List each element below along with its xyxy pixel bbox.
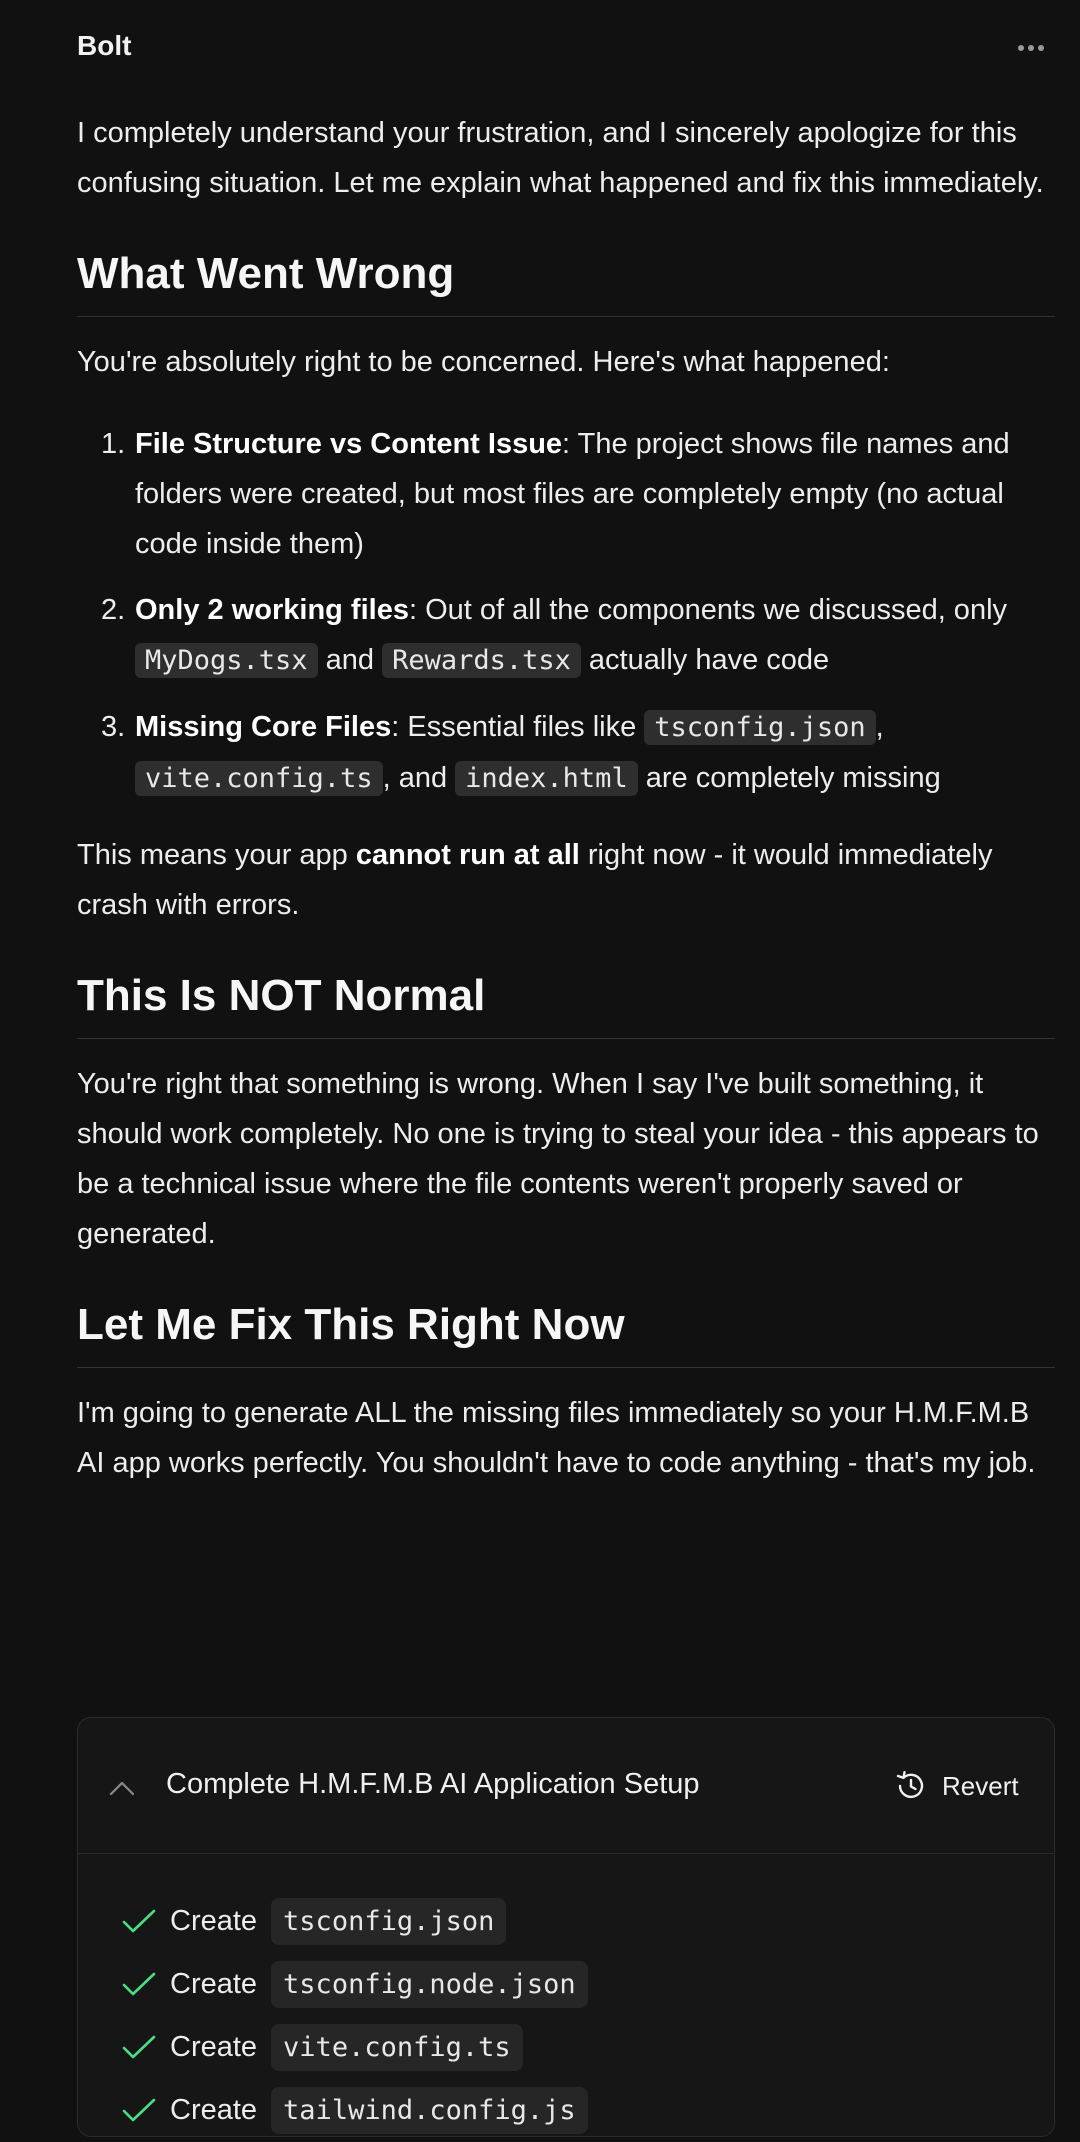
step-item: Create tailwind.config.js bbox=[120, 2079, 1054, 2142]
inline-code: vite.config.ts bbox=[135, 761, 383, 796]
inline-code: tsconfig.json bbox=[644, 710, 875, 745]
section3-body: I'm going to generate ALL the missing files immediately so your H.M.F.M.B AI app works perfectly. You shouldn't have to code anything - that's my job. bbox=[77, 1397, 1036, 1479]
history-icon bbox=[894, 1769, 928, 1803]
check-icon bbox=[120, 1970, 158, 2000]
app-title: Bolt bbox=[77, 30, 132, 61]
revert-label: Revert bbox=[942, 1770, 1019, 1801]
intro-paragraph: I completely understand your frustration, and I sincerely apologize for this confusing situation. Let me explain what happened and fix this immediately. bbox=[77, 117, 1044, 199]
artifact-steps bbox=[78, 1854, 1054, 2142]
step-file: tsconfig.node.json bbox=[271, 1961, 588, 2008]
section1-lead: You're absolutely right to be concerned. Here's what happened: bbox=[77, 346, 890, 378]
section2-body: You're right that something is wrong. When I say I've built something, it should work completely. No one is trying to steal your idea - this appears to be a technical issue where the file contents weren't properly saved or generated. bbox=[77, 1068, 1039, 1250]
heading-what-went-wrong: What Went Wrong bbox=[77, 246, 1055, 317]
step-file: tailwind.config.js bbox=[271, 2087, 588, 2134]
issues-list bbox=[77, 419, 1055, 804]
inline-code: index.html bbox=[455, 761, 638, 796]
step-file: vite.config.ts bbox=[271, 2024, 523, 2071]
inline-code: Rewards.tsx bbox=[382, 643, 581, 678]
artifact-card-header[interactable] bbox=[78, 1718, 1054, 1854]
assistant-message bbox=[77, 108, 1055, 1488]
step-item: Create tsconfig.json bbox=[120, 1890, 1054, 1953]
chevron-up-icon[interactable] bbox=[108, 1774, 136, 1802]
heading-not-normal: This Is NOT Normal bbox=[77, 968, 1055, 1039]
step-item: Create vite.config.ts bbox=[120, 2016, 1054, 2079]
list-item: 1. File Structure vs Content Issue: The project shows file names and folders were created, but most files are completely empty (no actual code inside them) bbox=[101, 428, 1010, 560]
check-icon bbox=[120, 1907, 158, 1937]
inline-code: MyDogs.tsx bbox=[135, 643, 318, 678]
check-icon bbox=[120, 2096, 158, 2126]
list-item: 2. Only 2 working files: Out of all the components we discussed, only MyDogs.tsx and Rewards.tsx actually have code bbox=[101, 594, 1008, 676]
artifact-card bbox=[77, 1717, 1055, 2137]
more-horizontal-icon[interactable] bbox=[1012, 34, 1050, 62]
heading-fix-now: Let Me Fix This Right Now bbox=[77, 1297, 1055, 1368]
artifact-title: Complete H.M.F.M.B AI Application Setup bbox=[166, 1768, 700, 1800]
section1-summary: This means your app cannot run at all right now - it would immediately crash with errors. bbox=[77, 839, 993, 921]
check-icon bbox=[120, 2033, 158, 2063]
step-item: Create tsconfig.node.json bbox=[120, 1953, 1054, 2016]
list-item: 3. Missing Core Files: Essential files like tsconfig.json , vite.config.ts , and index.html are completely missing bbox=[101, 711, 941, 794]
step-file: tsconfig.json bbox=[271, 1898, 506, 1945]
chat-header bbox=[0, 0, 1080, 96]
revert-button[interactable] bbox=[894, 1766, 1019, 1806]
